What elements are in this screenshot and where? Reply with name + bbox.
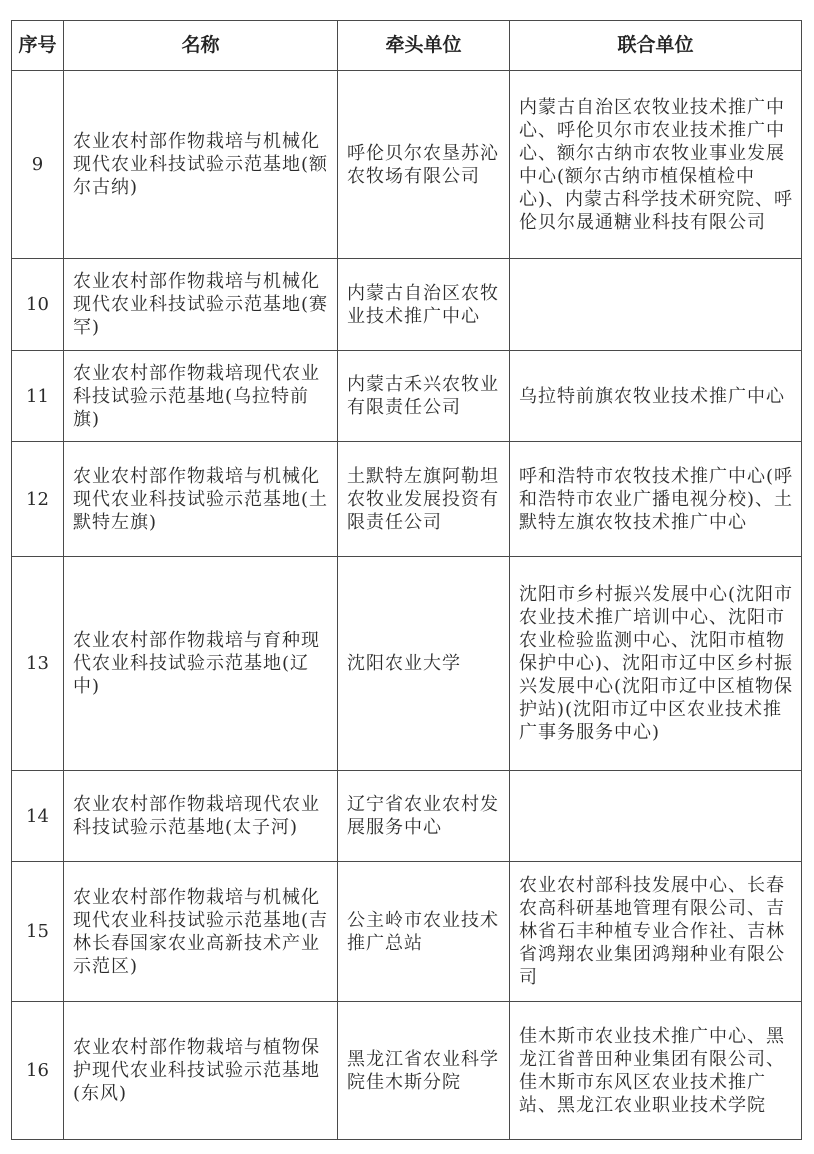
table-row (12, 862, 802, 1002)
row-lead-unit: 内蒙古禾兴农牧业有限责任公司 (338, 351, 510, 442)
table-row (12, 557, 802, 771)
table-header-row (12, 21, 802, 71)
row-joint-unit: 呼和浩特市农牧技术推广中心(呼和浩特市农业广播电视分校)、土默特左旗农牧技术推广中心 (510, 442, 802, 557)
row-name: 农业农村部作物栽培与机械化现代农业科技试验示范基地(额尔古纳) (64, 71, 338, 259)
row-name: 农业农村部作物栽培与机械化现代农业科技试验示范基地(赛罕) (64, 259, 338, 351)
row-name: 农业农村部作物栽培现代农业科技试验示范基地(乌拉特前旗) (64, 351, 338, 442)
header-serial: 序号 (12, 21, 64, 71)
row-joint-unit: 农业农村部科技发展中心、长春农高科研基地管理有限公司、吉林省石丰种植专业合作社、吉林省鸿翔农业集团鸿翔种业有限公司 (510, 862, 802, 1002)
row-lead-unit: 黑龙江省农业科学院佳木斯分院 (338, 1002, 510, 1140)
row-joint-unit: 沈阳市乡村振兴发展中心(沈阳市农业技术推广培训中心、沈阳市农业检验监测中心、沈阳市植物保护中心)、沈阳市辽中区乡村振兴发展中心(沈阳市辽中区植物保护站)(沈阳市辽中区农业技术推广事务服务中心) (510, 557, 802, 771)
table-row (12, 259, 802, 351)
row-serial: 9 (12, 71, 64, 259)
row-name: 农业农村部作物栽培现代农业科技试验示范基地(太子河) (64, 771, 338, 862)
header-name: 名称 (64, 21, 338, 71)
row-lead-unit: 公主岭市农业技术推广总站 (338, 862, 510, 1002)
row-serial: 15 (12, 862, 64, 1002)
table-row (12, 1002, 802, 1140)
row-serial: 13 (12, 557, 64, 771)
row-name: 农业农村部作物栽培与机械化现代农业科技试验示范基地(土默特左旗) (64, 442, 338, 557)
row-name: 农业农村部作物栽培与植物保护现代农业科技试验示范基地(东风) (64, 1002, 338, 1140)
table-row (12, 71, 802, 259)
row-serial: 10 (12, 259, 64, 351)
header-lead-unit: 牵头单位 (338, 21, 510, 71)
base-list-table (11, 20, 802, 1140)
row-lead-unit: 辽宁省农业农村发展服务中心 (338, 771, 510, 862)
row-serial: 14 (12, 771, 64, 862)
row-joint-unit: 内蒙古自治区农牧业技术推广中心、呼伦贝尔市农业技术推广中心、额尔古纳市农牧业事业发展中心(额尔古纳市植保植检中心)、内蒙古科学技术研究院、呼伦贝尔晟通糖业科技有限公司 (510, 71, 802, 259)
row-joint-unit (510, 259, 802, 351)
row-joint-unit (510, 771, 802, 862)
row-serial: 11 (12, 351, 64, 442)
row-lead-unit: 呼伦贝尔农垦苏沁农牧场有限公司 (338, 71, 510, 259)
header-joint-unit: 联合单位 (510, 21, 802, 71)
table-row (12, 351, 802, 442)
table-row (12, 442, 802, 557)
row-name: 农业农村部作物栽培与育种现代农业科技试验示范基地(辽中) (64, 557, 338, 771)
row-serial: 12 (12, 442, 64, 557)
table-row (12, 771, 802, 862)
row-lead-unit: 内蒙古自治区农牧业技术推广中心 (338, 259, 510, 351)
row-lead-unit: 土默特左旗阿勒坦农牧业发展投资有限责任公司 (338, 442, 510, 557)
row-joint-unit: 乌拉特前旗农牧业技术推广中心 (510, 351, 802, 442)
row-lead-unit: 沈阳农业大学 (338, 557, 510, 771)
row-serial: 16 (12, 1002, 64, 1140)
row-joint-unit: 佳木斯市农业技术推广中心、黑龙江省普田种业集团有限公司、佳木斯市东风区农业技术推广站、黑龙江农业职业技术学院 (510, 1002, 802, 1140)
row-name: 农业农村部作物栽培与机械化现代农业科技试验示范基地(吉林长春国家农业高新技术产业示范区) (64, 862, 338, 1002)
